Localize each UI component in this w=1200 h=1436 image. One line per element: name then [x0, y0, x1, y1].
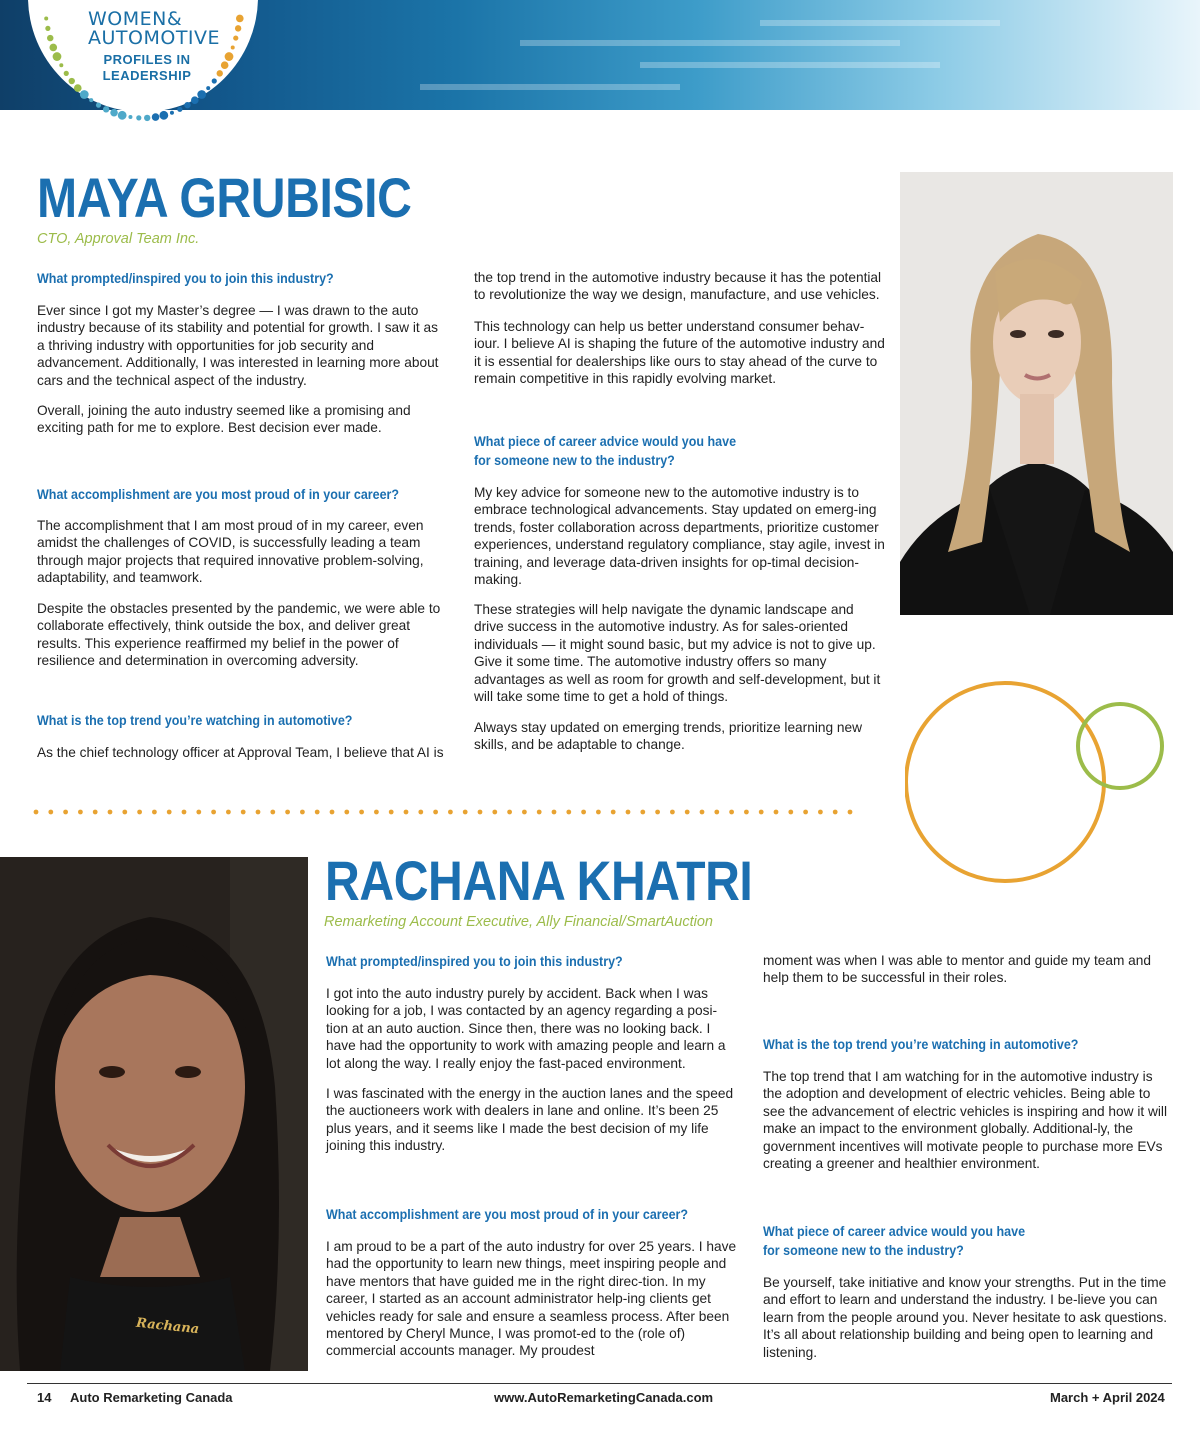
divider-dot	[78, 810, 83, 815]
divider-dot	[492, 810, 497, 815]
profile1-question-3: What is the top trend you’re watching in automotive?	[37, 713, 353, 728]
profile1-answer-3-para-1-continued: the top trend in the automotive industry because it has the potential to revolutionize the way we design, manufacture, and use vehicles.	[474, 270, 882, 303]
logo-ring-dot	[45, 26, 50, 31]
logo-ring-dot	[177, 107, 182, 112]
logo-ring-dot	[118, 111, 127, 120]
profile2-question-4-line-1: What piece of career advice would you have	[763, 1224, 1026, 1239]
footer-issue-date: March + April 2024	[1050, 1390, 1165, 1405]
logo-ring-dot	[69, 78, 75, 84]
profile1-answer-1-para-2: Overall, joining the auto industry seemed like a promising and exciting path for me to explore. Best decision ever made.	[37, 403, 411, 436]
logo-ring-dot	[47, 35, 53, 41]
profile2-question-3: What is the top trend you’re watching in automotive?	[763, 1037, 1079, 1052]
profile2-question-4-line-2: for someone new to the industry?	[763, 1243, 964, 1258]
logo-ring-dot	[236, 15, 244, 23]
divider-dot	[581, 810, 586, 815]
profile1-question-2: What accomplishment are you most proud of in your career?	[37, 487, 400, 502]
divider-dot	[418, 810, 423, 815]
divider-dot	[48, 810, 53, 815]
divider-dot	[241, 810, 246, 815]
profile1-answer-4-para-1: My key advice for someone new to the automotive industry is to embrace technological advancements. Stay updated on emerg-ing trends, foster collaboration across departments, prioritize customer experiences, understand regulatory compliance, stay agile, invest in training, and leverage data-driven insights for op-timal decision-making.	[474, 485, 885, 588]
divider-dot	[359, 810, 364, 815]
profile1-question-4-line-2: for someone new to the industry?	[474, 453, 675, 468]
logo-ring-dot	[235, 25, 241, 31]
logo-ring-dot	[96, 103, 101, 108]
profile1-question-1: What prompted/inspired you to join this industry?	[37, 271, 334, 286]
logo-ring-dot	[191, 96, 199, 104]
logo-ring-dot	[53, 52, 62, 61]
logo-ring-dot	[74, 84, 82, 92]
footer-website-link[interactable]: www.AutoRemarketingCanada.com	[494, 1390, 714, 1405]
logo-ring-dot	[80, 90, 89, 99]
divider-dot	[640, 810, 645, 815]
divider-dot	[507, 810, 512, 815]
divider-dot	[670, 810, 675, 815]
divider-dot	[374, 810, 379, 815]
section-divider	[30, 806, 870, 818]
profile2-answer-4-para-1: Be yourself, take initiative and know your strengths. Put in the time and effort to learn and understand the industry. I be-lieve you can learn from the people around you. Never hesitate to ask questions. It’s all about relationship building and being open to learning and listening.	[763, 1275, 1168, 1360]
divider-dot	[344, 810, 349, 815]
profile1-answer-1-para-1: Ever since I got my Master’s degree — I was drawn to the auto industry because of its stability and potential for growth. I saw it as a thriving industry with opportunities for job security and advancement. Additionally, I was interested in learning more about cars and the technical aspect of the industry.	[37, 303, 439, 388]
divider-dot	[63, 810, 68, 815]
logo-subtitle-2: LEADERSHIP	[102, 68, 192, 83]
divider-dot	[211, 810, 216, 815]
divider-dot	[566, 810, 571, 815]
divider-dot	[685, 810, 690, 815]
logo-ring-dot	[44, 16, 48, 20]
logo-ring-dot	[152, 113, 160, 121]
profile2-role: Remarketing Account Executive, Ally Financial/SmartAuction	[324, 914, 713, 930]
profile2-photo	[0, 857, 308, 1371]
divider-dot	[182, 810, 187, 815]
profile1-answer-2-para-1: The accomplishment that I am most proud of in my career, even amidst the challenges of COVID, is successfully leading a team through major projects that required innovative problem-solving, adaptability, and teamwork.	[37, 518, 424, 586]
divider-dot	[256, 810, 261, 815]
profile1-answer-3-para-2: This technology can help us better understand consumer behav-iour. I believe AI is shaping the future of the automotive industry and it is essential for dealerships like ours to stay ahead of the curve to remain competitive in this rapidly evolving market.	[474, 319, 885, 387]
logo-ring-dot	[197, 90, 206, 99]
logo-ring-dot	[110, 109, 118, 117]
logo-title-women: WOMEN&	[88, 8, 183, 30]
divider-dot	[137, 810, 142, 815]
footer-page-number: 14	[37, 1390, 52, 1405]
divider-dot	[596, 810, 601, 815]
divider-dot	[389, 810, 394, 815]
profile2-answer-2-para-1: I am proud to be a part of the auto industry for over 25 years. I have had the opportunity to learn new things, meet inspiring people and have mentors that have guided me in the right direc-tion. In my career, I started as an account administrator help-ing clients get vehicles ready for sale and ensure a seamless process. After been mentored by Cheryl Munce, I was promot-ed to the (role of) commercial accounts manager. My proudest	[326, 1239, 737, 1359]
profile1-answer-3-para-1: As the chief technology officer at Approval Team, I believe that AI is	[37, 745, 444, 760]
logo-title-automotive: AUTOMOTIVE	[88, 27, 221, 49]
logo-ring-dot	[170, 111, 174, 115]
divider-dot	[315, 810, 320, 815]
profile2-question-2: What accomplishment are you most proud of in your career?	[326, 1207, 689, 1222]
divider-dot	[270, 810, 275, 815]
divider-dot	[552, 810, 557, 815]
divider-dot	[714, 810, 719, 815]
logo	[88, 10, 228, 84]
divider-dot	[759, 810, 764, 815]
profile2-question-1: What prompted/inspired you to join this industry?	[326, 954, 623, 969]
logo-ring-dot	[231, 45, 235, 49]
divider-dot	[774, 810, 779, 815]
logo-ring-dot	[233, 35, 238, 40]
divider-dot	[626, 810, 631, 815]
logo-ring-dot	[49, 44, 57, 52]
divider-dot	[108, 810, 113, 815]
divider-dot	[34, 810, 39, 815]
divider-dot	[122, 810, 127, 815]
divider-dot	[611, 810, 616, 815]
profile1-answer-4-para-2: These strategies will help navigate the dynamic landscape and drive success in the automotive industry. As for sales-oriented individuals — it might sound basic, but my advice is not to give up. Give it some time. The automotive industry offers so many advantages as well as room for growth and self-development, but it will take some time to get a hold of things.	[474, 602, 881, 705]
divider-dot	[285, 810, 290, 815]
decorative-circles	[905, 680, 1175, 920]
logo-ring-dot	[159, 111, 168, 120]
logo-ring-dot	[59, 63, 63, 67]
divider-dot	[729, 810, 734, 815]
divider-dot	[463, 810, 468, 815]
profile2-answer-1-para-1: I got into the auto industry purely by accident. Back when I was looking for a job, I was contacted by an agency regarding a posi-tion at an auto auction. Since then, there was no looking back. I have had the opportunity to work with amazing people and learn a lot along the way. I really enjoy the fast-paced environment.	[326, 986, 726, 1071]
divider-dot	[522, 810, 527, 815]
profile1-question-4-line-1: What piece of career advice would you have	[474, 434, 737, 449]
profile1-name: MAYA GRUBISIC	[37, 166, 412, 229]
profile2-answer-1-para-2: I was fascinated with the energy in the auction lanes and the speed the auctioneers work with dealers in lane and online. It’s been 25 plus years, and it seems like I made the best decision of my life joining this industry.	[326, 1086, 734, 1154]
divider-dot	[93, 810, 98, 815]
logo-ring-dot	[144, 115, 150, 121]
profile2-answer-3-para-1: The top trend that I am watching for in the automotive industry is the adoption and development of electric vehicles. Being able to see the advancement of electric vehicles is inspiring and how it will make an impact to the environment globally. Additional-ly, the government incentives will motivate people to purchase more EVs creating a greener and healthier environment.	[763, 1069, 1167, 1172]
divider-dot	[226, 810, 231, 815]
logo-subtitle-1: PROFILES IN	[103, 52, 191, 67]
divider-dot	[803, 810, 808, 815]
divider-dot	[196, 810, 201, 815]
divider-dot	[833, 810, 838, 815]
divider-dot	[818, 810, 823, 815]
profile1-role: CTO, Approval Team Inc.	[37, 231, 200, 247]
profile2-answer-2-para-1-continued: moment was when I was able to mentor and guide my team and help them to be successful in their roles.	[763, 953, 1152, 986]
divider-dot	[478, 810, 483, 815]
divider-dot	[300, 810, 305, 815]
logo-ring-dot	[184, 102, 190, 108]
profile1-answer-2-para-2: Despite the obstacles presented by the pandemic, we were able to collaborate effectively, think outside the box, and deliver great results. This experience reaffirmed my belief in the power of resilience and determination in overcoming adversity.	[37, 601, 441, 669]
profile1-photo	[900, 172, 1173, 615]
profile1-answer-4-para-3: Always stay updated on emerging trends, prioritize learning new skills, and be adaptable to change.	[474, 720, 863, 753]
divider-dot	[655, 810, 660, 815]
logo-ring-dot	[128, 115, 132, 119]
divider-dot	[167, 810, 172, 815]
necklace-name-pendant: Rachana	[135, 1315, 200, 1338]
divider-dot	[152, 810, 157, 815]
divider-dot	[744, 810, 749, 815]
divider-dot	[448, 810, 453, 815]
divider-dot	[537, 810, 542, 815]
divider-dot	[848, 810, 853, 815]
divider-dot	[433, 810, 438, 815]
divider-dot	[404, 810, 409, 815]
logo-ring-dot	[103, 106, 109, 112]
divider-dot	[700, 810, 705, 815]
footer-publication: Auto Remarketing Canada	[70, 1390, 233, 1405]
logo-ring-dot	[206, 86, 210, 90]
logo-ring-dot	[89, 98, 93, 102]
logo-ring-dot	[136, 115, 141, 120]
footer-rule	[27, 1383, 1172, 1384]
divider-dot	[788, 810, 793, 815]
logo-ring-dot	[64, 71, 69, 76]
profile2-name: RACHANA KHATRI	[325, 849, 753, 912]
divider-dot	[330, 810, 335, 815]
